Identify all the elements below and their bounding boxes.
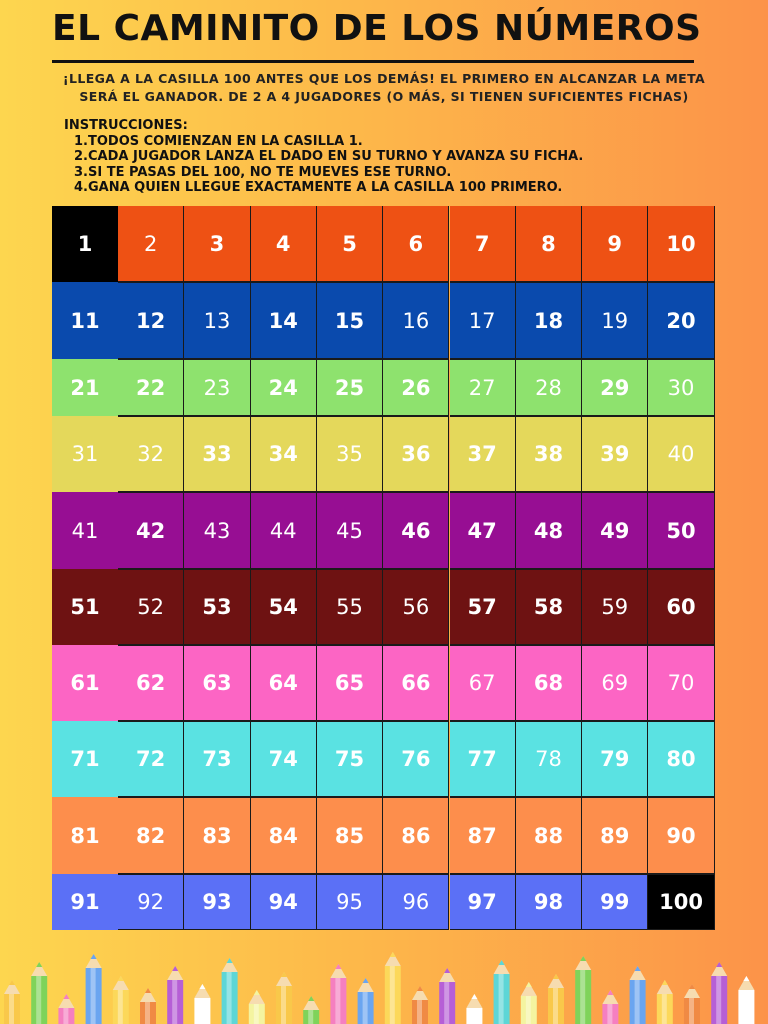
game-description	[22, 70, 746, 106]
board-cell-98: 98	[516, 874, 582, 930]
pencil-icon	[711, 962, 727, 1024]
board-cell-9: 9	[582, 206, 648, 282]
board-cell-64: 64	[251, 645, 317, 721]
instruction-step-2: 2.CADA JUGADOR LANZA EL DADO EN SU TURNO Y AVANZA SU FICHA.	[74, 149, 584, 164]
board-cell-32: 32	[118, 416, 184, 492]
board-cell-71: 71	[52, 721, 118, 797]
board-cell-62: 62	[118, 645, 184, 721]
pencil-icon	[113, 976, 129, 1024]
board-cell-87: 87	[450, 797, 516, 874]
board-cell-43: 43	[184, 492, 250, 569]
board-cell-61: 61	[52, 645, 118, 721]
board-cell-10: 10	[648, 206, 714, 282]
board-cell-22: 22	[118, 359, 184, 416]
pencil-icon	[575, 956, 591, 1024]
page-title: EL CAMINITO DE LOS NÚMEROS	[52, 8, 702, 49]
board-cell-83: 83	[184, 797, 250, 874]
board-cell-4: 4	[251, 206, 317, 282]
pencil-icon	[602, 990, 618, 1024]
board-cell-15: 15	[317, 282, 383, 359]
board-cell-67: 67	[450, 645, 516, 721]
board-cell-84: 84	[251, 797, 317, 874]
instructions-heading: INSTRUCCIONES:	[64, 118, 188, 133]
pencil-icon	[249, 990, 265, 1024]
board-cell-2: 2	[118, 206, 184, 282]
board-cell-21: 21	[52, 359, 118, 416]
board-cell-48: 48	[516, 492, 582, 569]
pencil-icon	[657, 980, 673, 1024]
board-cell-34: 34	[251, 416, 317, 492]
board-cell-95: 95	[317, 874, 383, 930]
board-cell-88: 88	[516, 797, 582, 874]
pencil-icon	[684, 984, 700, 1024]
board-cell-35: 35	[317, 416, 383, 492]
board-cell-65: 65	[317, 645, 383, 721]
pencil-icon	[31, 962, 47, 1024]
board-cell-28: 28	[516, 359, 582, 416]
pencil-icon	[358, 978, 374, 1024]
title-underline	[52, 60, 694, 63]
board-cell-17: 17	[450, 282, 516, 359]
pencil-icon	[303, 996, 319, 1024]
board-cell-13: 13	[184, 282, 250, 359]
board-cell-90: 90	[648, 797, 714, 874]
board-cell-55: 55	[317, 569, 383, 645]
board-cell-86: 86	[383, 797, 449, 874]
board-cell-92: 92	[118, 874, 184, 930]
board-cell-74: 74	[251, 721, 317, 797]
board-cell-99: 99	[582, 874, 648, 930]
board-cell-33: 33	[184, 416, 250, 492]
board-cell-79: 79	[582, 721, 648, 797]
board-cell-91: 91	[52, 874, 118, 930]
board-cell-49: 49	[582, 492, 648, 569]
game-board	[52, 206, 715, 930]
description-line-1: ¡LLEGA A LA CASILLA 100 ANTES QUE LOS DEMÁS! EL PRIMERO EN ALCANZAR LA META	[62, 71, 706, 86]
board-cell-6: 6	[383, 206, 449, 282]
pencil-icon	[222, 958, 238, 1024]
pencil-icon	[412, 986, 428, 1024]
board-cell-94: 94	[251, 874, 317, 930]
board-cell-73: 73	[184, 721, 250, 797]
pencil-icon	[466, 994, 482, 1024]
board-cell-27: 27	[450, 359, 516, 416]
board-cell-52: 52	[118, 569, 184, 645]
board-cell-12: 12	[118, 282, 184, 359]
board-cell-3: 3	[184, 206, 250, 282]
board-cell-31: 31	[52, 416, 118, 492]
board-cell-24: 24	[251, 359, 317, 416]
board-cell-59: 59	[582, 569, 648, 645]
board-cell-38: 38	[516, 416, 582, 492]
board-cell-46: 46	[383, 492, 449, 569]
board-cell-20: 20	[648, 282, 714, 359]
instruction-step-1: 1.TODOS COMIENZAN EN LA CASILLA 1.	[74, 133, 363, 149]
board-cell-80: 80	[648, 721, 714, 797]
colored-pencils-decoration	[0, 930, 768, 1024]
board-cell-40: 40	[648, 416, 714, 492]
board-cell-96: 96	[383, 874, 449, 930]
pencil-icon	[738, 976, 754, 1024]
description-line-2: SERÁ EL GANADOR. DE 2 A 4 JUGADORES (O MÁS, SI TIENEN SUFICIENTES FICHAS)	[79, 89, 689, 104]
board-cell-53: 53	[184, 569, 250, 645]
board-cell-89: 89	[582, 797, 648, 874]
board-cell-42: 42	[118, 492, 184, 569]
pencil-icon	[330, 964, 346, 1024]
board-cell-76: 76	[383, 721, 449, 797]
board-cell-7: 7	[450, 206, 516, 282]
board-cell-16: 16	[383, 282, 449, 359]
pencil-icon	[630, 966, 646, 1024]
pencil-icon	[521, 982, 537, 1024]
pencil-icon	[276, 972, 292, 1024]
instructions-block	[64, 118, 704, 196]
pencil-icon	[167, 966, 183, 1024]
pencil-icon	[194, 984, 210, 1024]
board-cell-19: 19	[582, 282, 648, 359]
board-cell-78: 78	[516, 721, 582, 797]
board-cell-63: 63	[184, 645, 250, 721]
board-cell-56: 56	[383, 569, 449, 645]
pencil-icon	[58, 994, 74, 1024]
board-cell-60: 60	[648, 569, 714, 645]
board-cell-75: 75	[317, 721, 383, 797]
board-cell-30: 30	[648, 359, 714, 416]
board-cell-44: 44	[251, 492, 317, 569]
board-cell-29: 29	[582, 359, 648, 416]
board-cell-82: 82	[118, 797, 184, 874]
board-cell-36: 36	[383, 416, 449, 492]
board-cell-72: 72	[118, 721, 184, 797]
board-cell-85: 85	[317, 797, 383, 874]
pencil-icon	[86, 954, 102, 1024]
board-cell-70: 70	[648, 645, 714, 721]
instruction-step-3: 3.SI TE PASAS DEL 100, NO TE MUEVES ESE TURNO.	[74, 164, 452, 180]
board-cell-93: 93	[184, 874, 250, 930]
board-cell-41: 41	[52, 492, 118, 569]
board-cell-37: 37	[450, 416, 516, 492]
board-cell-66: 66	[383, 645, 449, 721]
board-cell-26: 26	[383, 359, 449, 416]
board-cell-58: 58	[516, 569, 582, 645]
board-cell-68: 68	[516, 645, 582, 721]
pencil-icon	[385, 952, 401, 1024]
board-cell-11: 11	[52, 282, 118, 359]
instruction-step-4: 4.GANA QUIEN LLEGUE EXACTAMENTE A LA CASILLA 100 PRIMERO.	[74, 180, 563, 195]
board-cell-51: 51	[52, 569, 118, 645]
pencil-icon	[494, 960, 510, 1024]
board-cell-45: 45	[317, 492, 383, 569]
board-cell-100: 100	[648, 874, 714, 930]
pencil-icon	[140, 988, 156, 1024]
board-cell-69: 69	[582, 645, 648, 721]
board-cell-39: 39	[582, 416, 648, 492]
board-cell-54: 54	[251, 569, 317, 645]
board-cell-23: 23	[184, 359, 250, 416]
pencil-icon	[4, 980, 20, 1024]
board-cell-18: 18	[516, 282, 582, 359]
board-cell-50: 50	[648, 492, 714, 569]
board-cell-77: 77	[450, 721, 516, 797]
board-cell-1: 1	[52, 206, 118, 282]
board-cell-14: 14	[251, 282, 317, 359]
board-cell-5: 5	[317, 206, 383, 282]
board-cell-47: 47	[450, 492, 516, 569]
pencil-icon	[439, 968, 455, 1024]
board-cell-25: 25	[317, 359, 383, 416]
board-cell-8: 8	[516, 206, 582, 282]
board-cell-81: 81	[52, 797, 118, 874]
pencil-icon	[548, 974, 564, 1024]
board-cell-57: 57	[450, 569, 516, 645]
board-cell-97: 97	[450, 874, 516, 930]
